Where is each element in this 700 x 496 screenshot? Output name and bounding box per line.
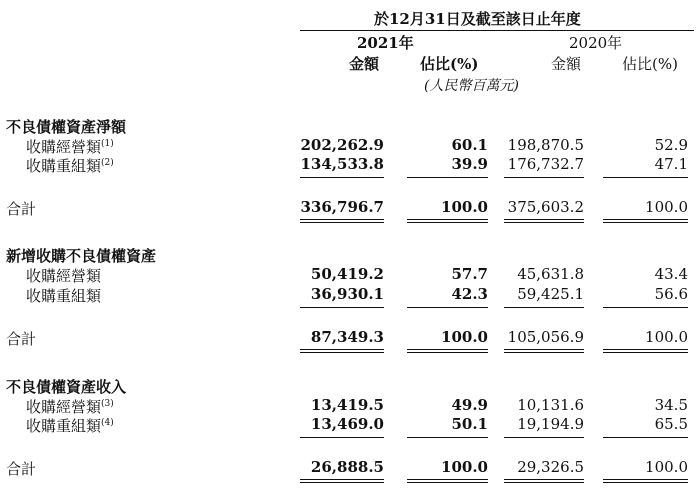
subtotal-rule xyxy=(504,177,584,178)
amount-2020: 176,732.7 xyxy=(507,155,584,173)
subtotal-rule xyxy=(300,437,384,438)
total-pct-2020: 100.0 xyxy=(645,328,688,346)
total-double-rule xyxy=(407,219,488,223)
total-double-rule xyxy=(300,479,384,483)
amount-2021: 36,930.1 xyxy=(310,285,384,303)
section-title: 新增收購不良債權資產 xyxy=(6,247,157,265)
amount-2021: 13,469.0 xyxy=(310,415,384,433)
total-label: 合計 xyxy=(6,200,37,218)
pct-2020: 34.5 xyxy=(654,396,688,414)
footnote-ref: (3) xyxy=(101,399,114,409)
row-label: 收購重組類$^{(4)}$ xyxy=(26,417,114,435)
footnote-ref: (1) xyxy=(101,139,114,149)
total-amount-2021: 26,888.5 xyxy=(310,458,384,476)
section-title: 不良債權資產收入 xyxy=(6,378,127,396)
pct-2020: 65.5 xyxy=(654,415,688,433)
row-label: 收購經營類 xyxy=(26,267,102,285)
amount-2021: 134,533.8 xyxy=(300,155,384,173)
total-label: 合計 xyxy=(6,330,37,348)
total-amount-2021: 87,349.3 xyxy=(310,328,384,346)
total-amount-2020: 105,056.9 xyxy=(507,328,584,346)
row-label: 收購重組類 xyxy=(26,287,102,305)
amount-2020: 198,870.5 xyxy=(507,136,584,154)
col-pct-2021: 佔比(%) xyxy=(420,55,479,73)
total-amount-2020: 29,326.5 xyxy=(517,458,584,476)
total-pct-2021: 100.0 xyxy=(441,198,488,216)
pct-2021: 42.3 xyxy=(451,285,488,303)
amount-2021: 202,262.9 xyxy=(300,136,384,154)
total-double-rule xyxy=(603,219,688,223)
total-pct-2020: 100.0 xyxy=(645,458,688,476)
subtotal-rule xyxy=(300,177,384,178)
total-double-rule xyxy=(407,349,488,353)
pct-2020: 47.1 xyxy=(654,155,688,173)
amount-2020: 10,131.6 xyxy=(517,396,584,414)
section-title: 不良債權資產淨額 xyxy=(6,118,127,136)
subtotal-rule xyxy=(407,437,488,438)
subtotal-rule xyxy=(603,307,688,308)
total-double-rule xyxy=(300,219,384,223)
subtotal-rule xyxy=(504,437,584,438)
total-double-rule xyxy=(504,219,584,223)
total-double-rule xyxy=(504,349,584,353)
total-double-rule xyxy=(407,479,488,483)
period-underline xyxy=(300,30,694,31)
subtotal-rule xyxy=(407,177,488,178)
amount-2020: 59,425.1 xyxy=(517,285,584,303)
total-amount-2021: 336,796.7 xyxy=(300,198,384,216)
pct-2021: 50.1 xyxy=(451,415,488,433)
amount-2020: 45,631.8 xyxy=(517,265,584,283)
pct-2021: 39.9 xyxy=(451,155,488,173)
total-pct-2021: 100.0 xyxy=(441,458,488,476)
total-amount-2020: 375,603.2 xyxy=(507,198,584,216)
pct-2020: 52.9 xyxy=(654,136,688,154)
row-label: 收購重組類$^{(2)}$ xyxy=(26,157,114,175)
pct-2021: 57.7 xyxy=(451,265,488,283)
unit-label: (人民幣百萬元) xyxy=(424,78,519,94)
amount-2021: 50,419.2 xyxy=(310,265,384,283)
total-pct-2020: 100.0 xyxy=(645,198,688,216)
amount-2020: 19,194.9 xyxy=(517,415,584,433)
row-label: 收購經營類$^{(1)}$ xyxy=(26,138,114,156)
subtotal-rule xyxy=(300,307,384,308)
period-heading: 於12月31日及截至該日止年度 xyxy=(374,10,581,28)
col-amount-2020: 金額 xyxy=(551,55,582,73)
subtotal-rule xyxy=(407,307,488,308)
total-double-rule xyxy=(504,479,584,483)
total-double-rule xyxy=(300,349,384,353)
footnote-ref: (2) xyxy=(101,158,114,168)
year-2021-heading: 2021年 xyxy=(357,34,414,52)
footnote-ref: (4) xyxy=(101,418,114,428)
col-pct-2020: 佔比(%) xyxy=(622,55,678,73)
year-2020-heading: 2020年 xyxy=(569,34,623,52)
row-label: 收購經營類$^{(3)}$ xyxy=(26,398,114,416)
amount-2021: 13,419.5 xyxy=(310,396,384,414)
pct-2020: 43.4 xyxy=(654,265,688,283)
col-amount-2021: 金額 xyxy=(349,55,380,73)
subtotal-rule xyxy=(603,177,688,178)
total-label: 合計 xyxy=(6,460,37,478)
pct-2021: 49.9 xyxy=(451,396,488,414)
total-pct-2021: 100.0 xyxy=(441,328,488,346)
pct-2020: 56.6 xyxy=(654,285,688,303)
pct-2021: 60.1 xyxy=(451,136,488,154)
total-double-rule xyxy=(603,349,688,353)
subtotal-rule xyxy=(603,437,688,438)
subtotal-rule xyxy=(504,307,584,308)
total-double-rule xyxy=(603,479,688,483)
